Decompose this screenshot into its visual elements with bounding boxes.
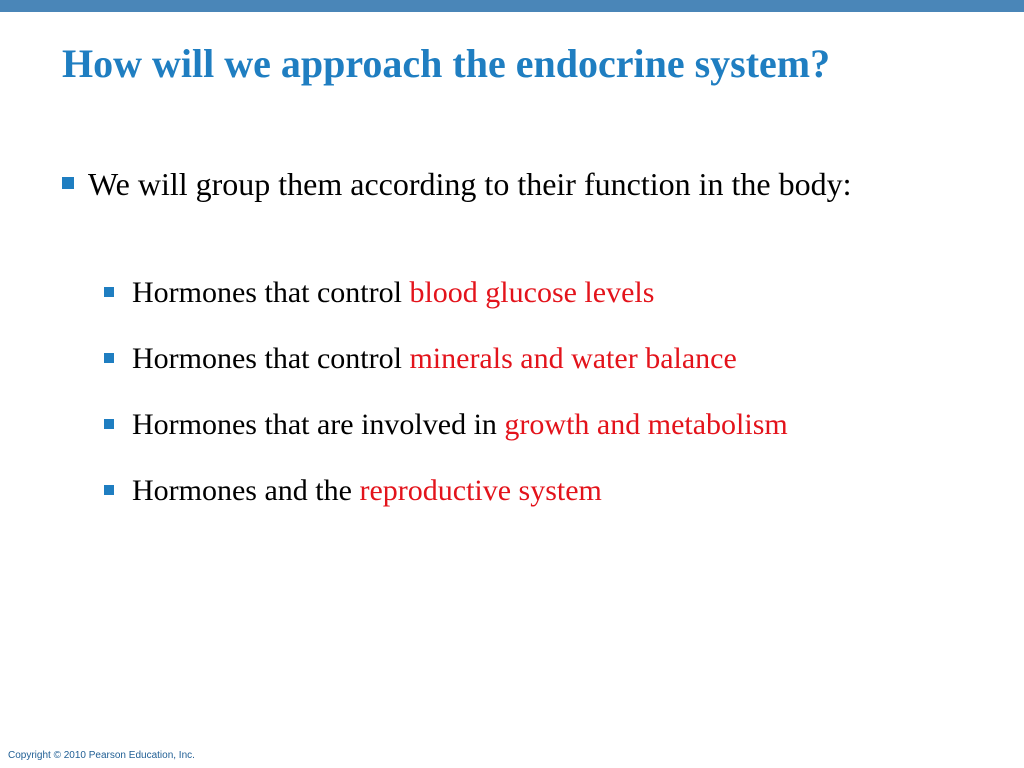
sub-bullet-item bbox=[104, 275, 1004, 341]
sub-bullet-highlight: minerals and water balance bbox=[409, 342, 737, 375]
sub-bullet-highlight: blood glucose levels bbox=[409, 276, 655, 309]
sub-bullet-item bbox=[104, 341, 1004, 407]
sub-bullet-prefix: Hormones that are involved in bbox=[132, 408, 505, 441]
sub-bullet-list bbox=[104, 275, 1004, 539]
sub-bullet-text bbox=[132, 275, 654, 311]
sub-bullet-item bbox=[104, 473, 1004, 539]
sub-bullet-text bbox=[132, 407, 788, 443]
main-bullet bbox=[62, 163, 922, 205]
square-bullet-icon bbox=[104, 419, 114, 429]
top-accent-bar bbox=[0, 0, 1024, 12]
square-bullet-icon bbox=[104, 353, 114, 363]
square-bullet-icon bbox=[104, 485, 114, 495]
copyright-notice: Copyright © 2010 Pearson Education, Inc. bbox=[8, 750, 195, 761]
sub-bullet-prefix: Hormones that control bbox=[132, 276, 410, 309]
sub-bullet-prefix: Hormones that control bbox=[132, 342, 410, 375]
slide-title: How will we approach the endocrine system? bbox=[62, 41, 831, 86]
sub-bullet-prefix: Hormones and the bbox=[132, 474, 360, 507]
sub-bullet-text bbox=[132, 473, 602, 509]
sub-bullet-highlight: reproductive system bbox=[359, 474, 602, 507]
square-bullet-icon bbox=[62, 177, 74, 189]
sub-bullet-highlight: growth and metabolism bbox=[504, 408, 788, 441]
sub-bullet-item bbox=[104, 407, 1004, 473]
square-bullet-icon bbox=[104, 287, 114, 297]
main-bullet-text: We will group them according to their function in the body: bbox=[88, 166, 852, 202]
sub-bullet-text bbox=[132, 341, 737, 377]
